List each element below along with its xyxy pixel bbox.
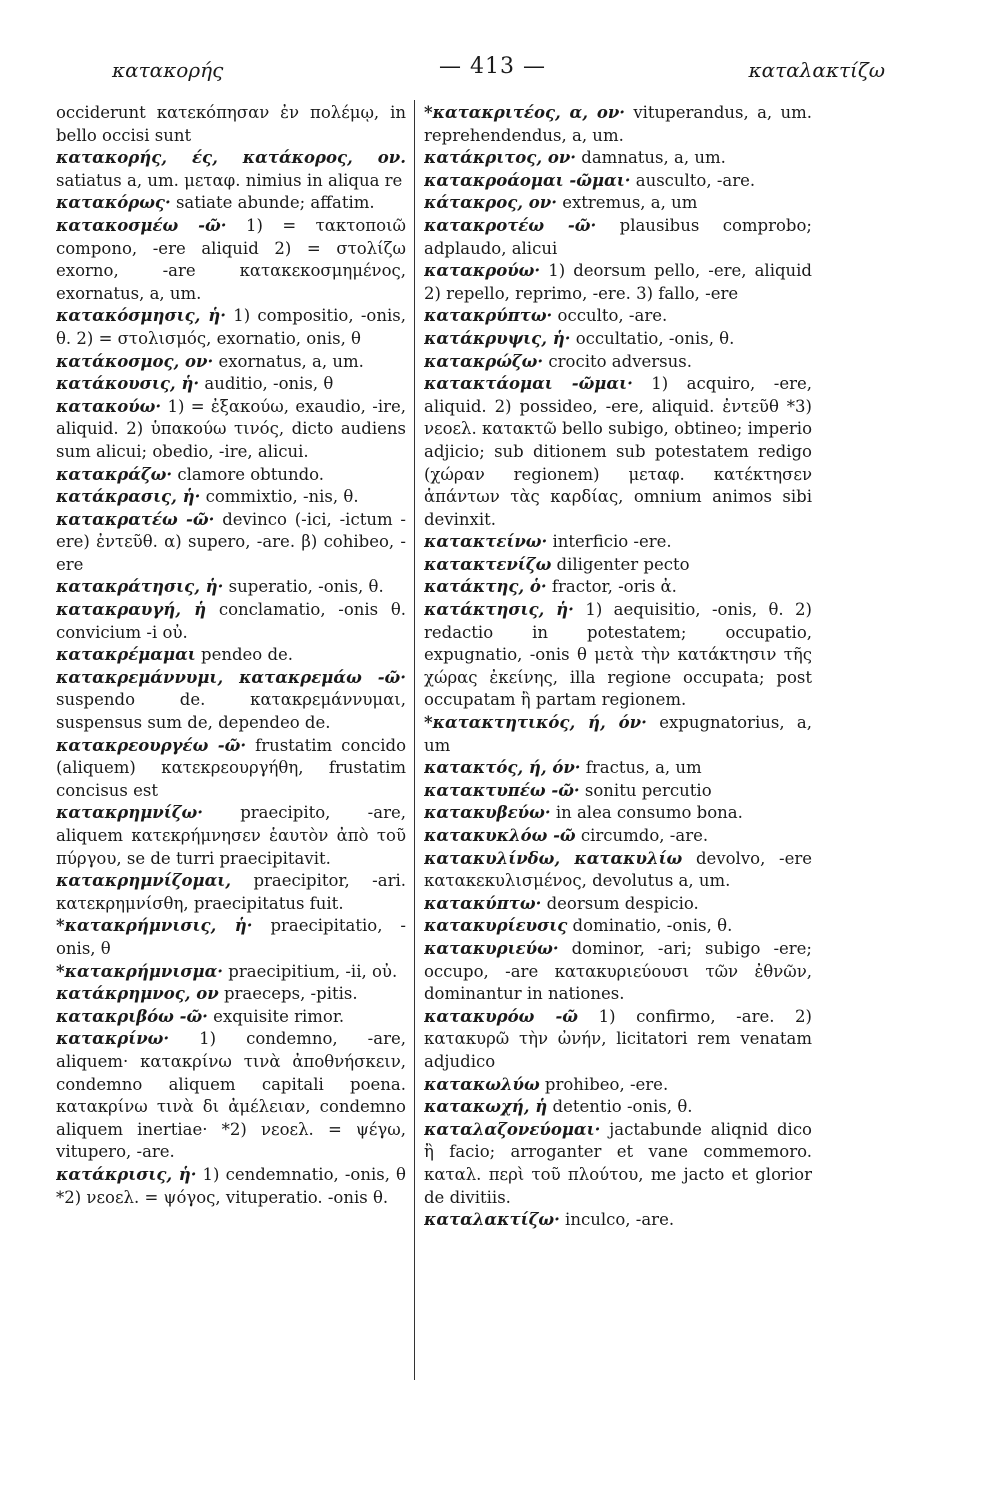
dictionary-entry [424, 215, 812, 260]
entry-definition: damnatus, a, um. [576, 148, 726, 168]
entry-headword: κατακροάομαι -ῶμαι· [424, 170, 631, 190]
dictionary-entry [424, 305, 812, 328]
entry-headword: κατακράζω· [56, 464, 173, 484]
entry-definition: praecipito, -are, aliquem κατεκρήμνησεν ἑαυτὸν ἀπὸ τοῦ πύργου, se de turri praecipitavit. [56, 803, 406, 868]
page-header [60, 52, 925, 88]
dictionary-entry [56, 373, 406, 396]
dictionary-entry [56, 305, 406, 350]
entry-definition: 1) acquiro, -ere, aliquid. 2) possideo, -ere, aliquid. ἐντεῦθ *3) νεοελ. κατακτῶ bello subigo, obtineo; imperio adjicio; sub ditionem sub potestatem redigo (χώραν regionem) μεταφ. κατέκτησεν ἁπάντων τὰς καρδίας, omnium animos sibi devinxit. [424, 374, 812, 529]
entry-headword: κατακρίνω· [56, 1029, 170, 1049]
entry-definition: 1) condemno, -are, aliquem· κατακρίνω τινὰ ἀποθνήσκειν, condemno aliquem capitali poena. κατακρίνω τινὰ δι ἀμέλειαν, condemno aliquem inertiae· *2) νεοελ. = ψέγω, vitupero, -are. [56, 1029, 406, 1162]
left-catchword: κατακορής [112, 58, 224, 82]
entry-definition: conclamatio, -onis θ. convicium -i οὐ. [56, 600, 406, 642]
dictionary-entry [56, 509, 406, 577]
entry-definition: satiatus a, um. μεταφ. nimius in aliqua re [56, 170, 403, 190]
entry-definition: pendeo de. [195, 645, 294, 665]
dictionary-entry [56, 486, 406, 509]
entry-headword: κατακρέμαμαι [56, 645, 196, 665]
entry-definition: 1) deorsum pello, -ere, aliquid 2) repello, reprimo, -ere. 3) fallo, -ere [424, 261, 812, 303]
dictionary-entry [424, 1074, 812, 1097]
entry-headword: κατακυρίευσις [424, 916, 568, 936]
dictionary-entry [56, 464, 406, 487]
entry-headword: κατακρατέω -ῶ· [56, 509, 215, 529]
entry-headword: κατακυριεύω· [424, 938, 559, 958]
dictionary-entry [424, 147, 812, 170]
dictionary-entry [424, 170, 812, 193]
entry-definition: praeceps, -pitis. [218, 984, 358, 1004]
entry-headword: κατακρεουργέω -ῶ· [56, 735, 247, 755]
entry-headword: κατακριβόω -ῶ· [56, 1006, 208, 1026]
entry-definition: occiderunt κατεκόπησαν ἐν πολέμῳ, in bello occisi sunt [56, 103, 406, 145]
dictionary-entry [56, 1028, 406, 1164]
entry-headword: κάτακρος, ον· [424, 193, 557, 213]
entry-definition: in alea consumo bona. [550, 803, 743, 823]
entry-definition: exornatus, a, um. [213, 351, 364, 371]
entry-headword: κατακτός, ή, όν· [424, 758, 581, 778]
entry-definition: inculco, -are. [559, 1210, 675, 1230]
entry-definition: deorsum despicio. [541, 893, 699, 913]
entry-definition: devolvo, -ere κατακεκυλισμένος, devolutus a, um. [424, 848, 812, 891]
dictionary-entry [424, 351, 812, 374]
entry-headword: κατάκοσμος, ον· [56, 351, 214, 371]
dictionary-entry [56, 351, 406, 374]
entry-definition: interficio -ere. [547, 532, 672, 552]
entry-headword: κατακυλίνδω, κατακυλίω [424, 848, 683, 868]
dictionary-entry [424, 373, 812, 531]
dictionary-entry [424, 328, 812, 351]
entry-headword: κατάκουσις, ἡ· [56, 374, 200, 394]
dictionary-entry [424, 1119, 812, 1209]
entry-headword: κατακωλύω [424, 1074, 540, 1094]
entry-headword: κατάκρισις, ἡ· [56, 1164, 197, 1184]
entry-headword: κατάκτησις, ἡ· [424, 600, 574, 620]
entry-definition: expugnatorius, a, um [424, 713, 812, 755]
entry-definition: diligenter pecto [551, 554, 690, 574]
dictionary-entry [424, 599, 812, 712]
entry-definition: suspendo de. κατακρεμάννυμαι, suspensus sum de, dependeo de. [56, 690, 406, 733]
entry-headword: κατακύπτω· [424, 893, 542, 913]
dictionary-entry [424, 576, 812, 599]
dictionary-entry [424, 1209, 812, 1232]
entry-definition: auditio, -onis, θ [199, 374, 334, 394]
entry-headword: κατάκρυψις, ἡ· [424, 328, 571, 348]
entry-headword: κατακρημνίζω· [56, 803, 203, 823]
dictionary-entry [56, 599, 406, 644]
entry-headword: κατακούω· [56, 396, 162, 416]
entry-definition: circumdo, -are. [575, 826, 709, 845]
entry-definition: prohibeo, -ere. [539, 1074, 669, 1094]
entry-definition: 1) confirmo, -are. 2) κατακυρῶ τὴν ὠνήν, licitatori rem venatam adjudico [424, 1006, 812, 1071]
dictionary-entry [56, 915, 406, 960]
dictionary-entry [424, 260, 812, 305]
entry-definition: devinco (-ici, -ictum -ere) ἐντεῦθ. α) supero, -are. β) cohibeo, -ere [56, 509, 406, 574]
dictionary-entry [56, 192, 406, 215]
entry-headword: *κατακρήμνισμα· [56, 961, 224, 981]
dictionary-entry [424, 802, 812, 825]
dictionary-entry [56, 1164, 406, 1209]
dictionary-entry [56, 961, 406, 984]
entry-definition: superatio, -onis, θ. [223, 577, 384, 597]
entry-definition: 1) compositio, -onis, θ. 2) = στολισμός, exornatio, onis, θ [56, 306, 406, 348]
entry-headword: κατακρημνίζομαι, [56, 871, 231, 891]
right-catchword: καταλακτίζω [748, 58, 885, 82]
entry-headword: κατακτάομαι -ῶμαι· [424, 374, 633, 394]
entry-definition: commixtio, -nis, θ. [200, 487, 359, 507]
dictionary-entry [56, 102, 406, 147]
entry-definition: crocito adversus. [543, 351, 692, 371]
dictionary-entry [56, 215, 406, 305]
entry-headword: κατάκριτος, ον· [424, 148, 577, 168]
dictionary-entry [424, 102, 812, 147]
entry-headword: *κατακριτέος, α, ον· [424, 103, 626, 122]
entry-definition: 1) cendemnatio, -onis, θ *2) νεοελ. = ψόγος, vituperatio. -onis θ. [56, 1164, 406, 1207]
entry-headword: κατάκτης, ὁ· [424, 577, 547, 597]
entry-headword: κατάκρασις, ἡ· [56, 487, 201, 507]
entry-definition: occulto, -are. [552, 306, 668, 326]
entry-definition: 1) = ἐξακούω, exaudio, -ire, aliquid. 2) ὑπακούω τινός, dicto audiens sum alicui; obedio, -ire, alicui. [56, 396, 406, 461]
entry-headword: κατακτενίζω [424, 554, 552, 574]
entry-headword: κατάκρημνος, ον [56, 984, 219, 1004]
dictionary-entry [424, 192, 812, 215]
dictionary-entry [56, 802, 406, 870]
dictionary-entry [56, 147, 406, 192]
entry-definition: plausibus comprobo; adplaudo, alicui [424, 215, 812, 258]
entry-definition: satiate abunde; affatim. [170, 193, 375, 213]
entry-definition: vituperandus, a, um. reprehendendus, a, um. [424, 103, 812, 145]
dictionary-entry [424, 554, 812, 577]
dictionary-entry [424, 893, 812, 916]
dictionary-entry [424, 1096, 812, 1119]
entry-headword: κατακόρως· [56, 193, 171, 213]
page-number: — 413 — [439, 54, 546, 79]
entry-definition: 1) aequisitio, -onis, θ. 2) redactio in potestatem; occupatio, expugnatio, -onis θ μετὰ τὴν κατάκτησιν τῆς χώρας ἐκείνης, illa regione occupata; post occupatam ἢ partam regionem. [424, 600, 812, 710]
entry-definition: fractus, a, um [580, 758, 702, 778]
entry-headword: κατακτυπέω -ῶ· [424, 780, 580, 800]
entry-headword: κατακρεμάννυμι, κατακρεμάω -ῶ· [56, 667, 406, 687]
entry-headword: κατακυκλόω -ῶ [424, 826, 576, 845]
entry-definition: 1) = τακτοποιῶ compono, -ere aliquid 2) = στολίζω exorno, -are κατακεκοσμημένος, exornatus, a, um. [56, 215, 406, 303]
entry-headword: κατακτείνω· [424, 532, 548, 552]
entry-headword: κατακυβεύω· [424, 803, 551, 823]
dictionary-entry [56, 870, 406, 915]
entry-headword: κατακορής, ές, κατάκορος, ον. [56, 148, 406, 168]
entry-definition: sonitu percutio [579, 780, 712, 800]
dictionary-entry [424, 780, 812, 803]
entry-definition: jactabunde aliqnid dico ἢ facio; arroganter et vane commemoro. καταλ. περὶ τοῦ πλούτου, me jacto et glorior de divitiis. [424, 1119, 812, 1207]
entry-definition: clamore obtundo. [172, 464, 325, 484]
entry-definition: ausculto, -are. [630, 170, 756, 190]
entry-headword: κατακράτησις, ἡ· [56, 577, 224, 597]
entry-headword: καταλακτίζω· [424, 1210, 560, 1230]
dictionary-entry [56, 735, 406, 803]
dictionary-entry [424, 938, 812, 1006]
entry-headword: κατακρούω· [424, 261, 541, 281]
entry-headword: κατακρύπτω· [424, 306, 553, 326]
entry-definition: praecipitatio, -onis, θ [56, 916, 406, 958]
dictionary-entry [424, 1006, 812, 1074]
entry-definition: dominatio, -onis, θ. [567, 916, 733, 936]
entry-definition: detentio -onis, θ. [547, 1097, 693, 1117]
entry-headword: *κατακτητικός, ή, όν· [424, 713, 647, 733]
entry-headword: κατακροτέω -ῶ· [424, 215, 597, 235]
entry-definition: fractor, -oris ἀ. [546, 577, 677, 597]
dictionary-entry [424, 825, 812, 848]
entry-headword: κατακοσμέω -ῶ· [56, 215, 227, 235]
dictionary-entry [56, 576, 406, 599]
dictionary-entry [424, 531, 812, 554]
entry-definition: frustatim concido (aliquem) κατεκρεουργήθη, frustatim concisus est [56, 735, 406, 800]
dictionary-entry [56, 644, 406, 667]
dictionary-entry [424, 915, 812, 938]
dictionary-entry [424, 712, 812, 757]
entry-definition: praecipitor, -ari. κατεκρημνίσθη, praecipitatus fuit. [56, 871, 406, 913]
entry-headword: κατακόσμησις, ἡ· [56, 306, 226, 326]
column-divider [414, 100, 415, 1380]
dictionary-entry [424, 848, 812, 893]
left-column [56, 102, 406, 1380]
dictionary-entry [56, 396, 406, 464]
dictionary-entry [56, 983, 406, 1006]
entry-headword: κατακυρόω -ῶ [424, 1006, 578, 1026]
entry-headword: κατακραυγή, ἡ [56, 600, 207, 620]
entry-definition: dominor, -ari; subigo -ere; occupo, -are κατακυριεύουσι τῶν ἐθνῶν, dominantur in nationes. [424, 938, 812, 1004]
entry-headword: κατακωχή, ἡ [424, 1097, 548, 1117]
entry-definition: exquisite rimor. [207, 1006, 345, 1026]
dictionary-entry [56, 667, 406, 735]
entry-definition: praecipitium, -ii, οὐ. [223, 961, 398, 981]
dictionary-entry [424, 757, 812, 780]
right-column [424, 102, 812, 1380]
entry-definition: occultatio, -onis, θ. [570, 328, 735, 348]
entry-headword: κατακρώζω· [424, 351, 544, 371]
entry-definition: extremus, a, um [556, 193, 698, 213]
entry-headword: *κατακρήμνισις, ἡ· [56, 916, 253, 936]
entry-headword: καταλαζονεύομαι· [424, 1119, 601, 1139]
dictionary-entry [56, 1006, 406, 1029]
